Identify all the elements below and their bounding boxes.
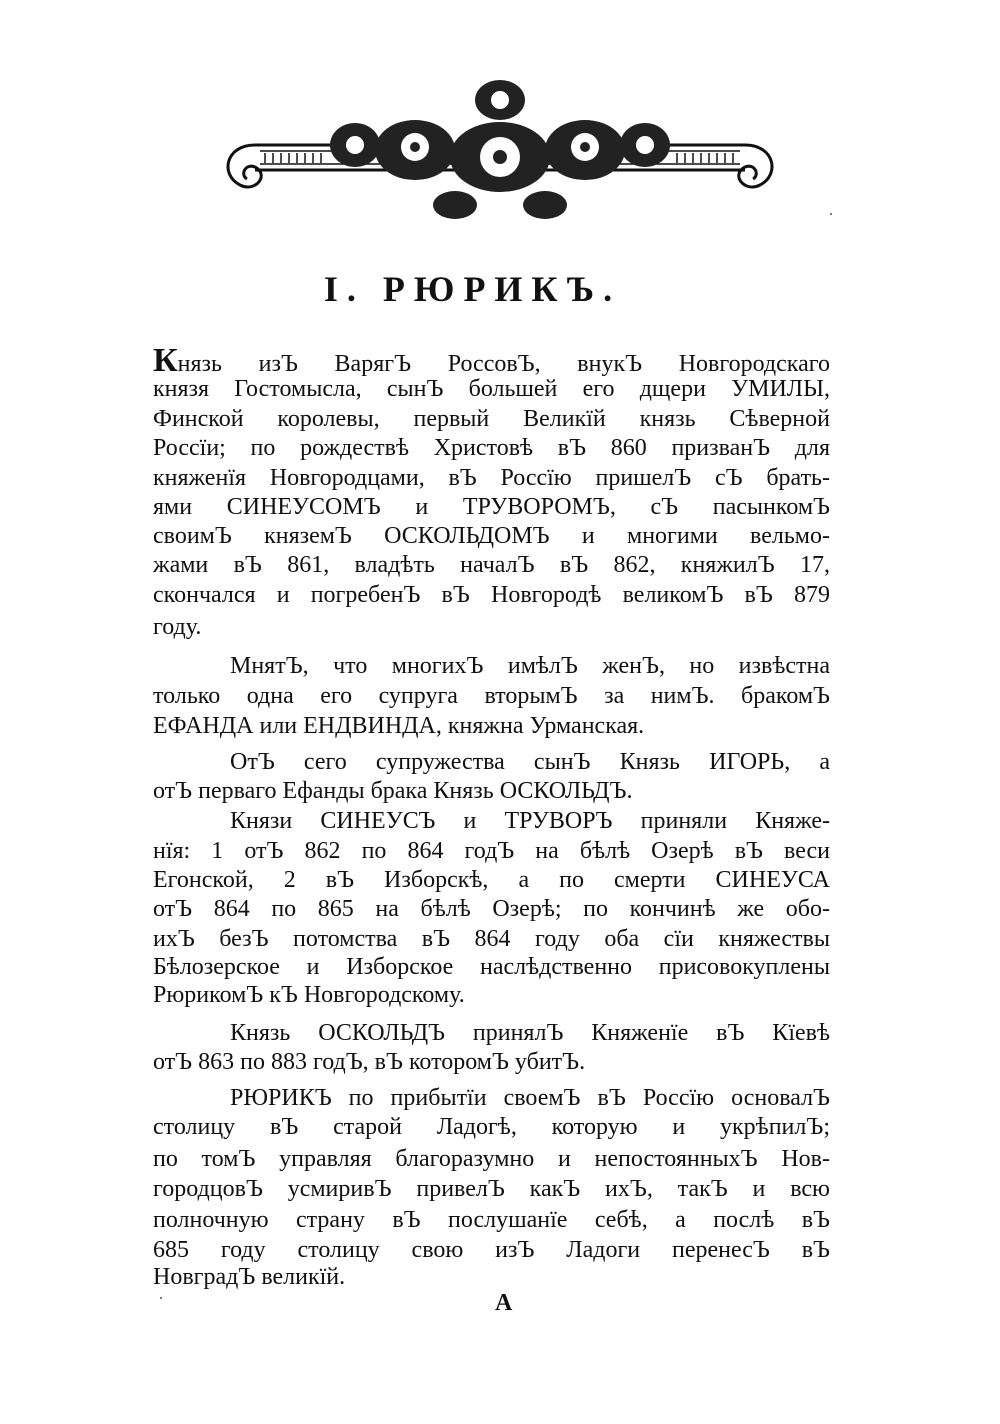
paragraph-1-line: княженїя Новгородцами, вЪ Россїю пришелЪ сЪ брать- (153, 465, 830, 491)
paragraph-4-line: отЪ 864 по 865 на бѣлѣ Озерѣ; по кончинѣ же обо- (153, 896, 830, 922)
paragraph-3-line: отЪ перваго Ефанды брака Князь ОСКОЛЬДЪ. (153, 778, 633, 804)
paragraph-6-line: 685 году столицу свою изЪ Ладоги перенесЪ вЪ (153, 1237, 830, 1263)
paragraph-1-line: Финской королевы, первый Великїй князь Сѣверной (153, 406, 830, 432)
paragraph-1-line: своимЪ княземЪ ОСКОЛЬДОМЪ и многими вельмо- (153, 523, 830, 549)
paragraph-5-line: Князь ОСКОЛЬДЪ принялЪ Княженїе вЪ Кїевѣ (230, 1020, 830, 1046)
signature-mark: A (495, 1290, 513, 1316)
paragraph-2-line: только одна его супруга вторымЪ за нимЪ. бракомЪ (153, 683, 830, 709)
paragraph-1-line: скончался и погребенЪ вЪ Новгородѣ великомЪ вЪ 879 (153, 582, 830, 608)
paragraph-4-line: нїя: 1 отЪ 862 по 864 годЪ на бѣлѣ Озерѣ вЪ веси (153, 838, 830, 864)
paragraph-1-line: ями СИНЕУСОМЪ и ТРУВОРОМЪ, сЪ пасынкомЪ (153, 494, 830, 520)
paragraph-6-line: по томЪ управляя благоразумно и непостоянныхЪ Нов- (153, 1146, 830, 1172)
chapter-title: I. РЮРИКЪ. (323, 269, 622, 309)
paragraph-1-line: году. (153, 614, 202, 640)
paragraph-1-line: Князь изЪ ВарягЪ РоссовЪ, внукЪ Новгородскаго (153, 342, 830, 379)
paragraph-1-line: князя Гостомысла, сынЪ большей его дщери УМИЛЫ, (153, 376, 830, 402)
paragraph-4-line: Бѣлозерское и Изборское наслѣдственно присовокуплены (153, 954, 830, 980)
paragraph-6-line: столицу вЪ старой Ладогѣ, которую и укрѣпилЪ; (153, 1114, 830, 1140)
paragraph-5-line: отЪ 863 по 883 годЪ, вЪ которомЪ убитЪ. (153, 1049, 586, 1075)
paragraph-4-line: Егонской, 2 вЪ Изборскѣ, а по смерти СИНЕУСА (153, 867, 830, 893)
paragraph-3-line: ОтЪ сего супружества сынЪ Князь ИГОРЬ, а (230, 749, 830, 775)
paragraph-4-line: Князи СИНЕУСЪ и ТРУВОРЪ приняли Княже- (230, 808, 830, 834)
paragraph-2-line: ЕФАНДА или ЕНДВИНДА, княжна Урманская. (153, 713, 645, 739)
paragraph-6-line: городцовЪ усмиривЪ привелЪ какЪ ихЪ, такЪ и всю (153, 1176, 830, 1202)
paragraph-4-line: РюрикомЪ кЪ Новгородскому. (153, 982, 465, 1008)
floral-headpiece-ornament (215, 75, 785, 230)
paragraph-4-line: ихЪ безЪ потомства вЪ 864 году оба сїи княжествы (153, 926, 830, 952)
paragraph-1-line: Россїи; по рождествѣ Христовѣ вЪ 860 призванЪ для (153, 435, 830, 461)
paragraph-1-line: жами вЪ 861, владѣть началЪ вЪ 862, княжилЪ 17, (153, 552, 830, 578)
paragraph-6-line: полночную страну вЪ послушанїе себѣ, а послѣ вЪ (153, 1207, 830, 1233)
paragraph-6-line: НовградЪ великїй. (153, 1264, 346, 1290)
scan-speck (160, 1297, 162, 1299)
scan-speck (830, 213, 832, 215)
paragraph-6-line: РЮРИКЪ по прибытїи своемЪ вЪ Россїю основалЪ (230, 1085, 830, 1111)
paragraph-2-line: МнятЪ, что многихЪ имѣлЪ женЪ, но извѣстна (230, 653, 830, 679)
